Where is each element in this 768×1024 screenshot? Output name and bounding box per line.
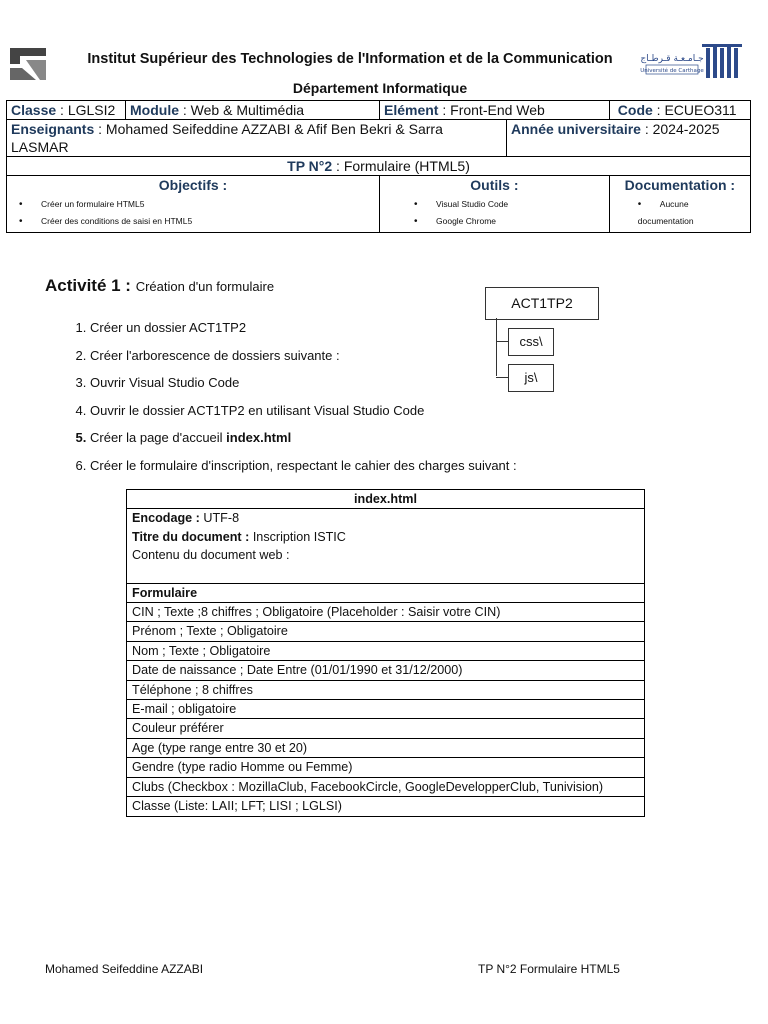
activity-label: Activité 1 : bbox=[45, 276, 131, 295]
tree-connector bbox=[496, 341, 508, 342]
university-logo-arabic: جـامـعـة قـرطـاج bbox=[640, 54, 704, 64]
footer-author: Mohamed Seifeddine AZZABI bbox=[45, 962, 204, 976]
spec-blank bbox=[132, 565, 639, 583]
step-text: Créer un dossier ACT1TP2 bbox=[90, 320, 247, 335]
tree-connector bbox=[496, 377, 508, 378]
element-value: Front-End Web bbox=[450, 102, 545, 118]
tp-cell: TP N°2 : Formulaire (HTML5) bbox=[7, 157, 751, 176]
documentation-item: • Aucune documentation bbox=[638, 196, 746, 230]
spec-header: index.html bbox=[127, 490, 645, 509]
enseignants-label: Enseignants bbox=[11, 121, 95, 137]
objectifs-list bbox=[11, 196, 375, 230]
spec-encodage bbox=[132, 509, 639, 527]
module-value: Web & Multimédia bbox=[190, 102, 305, 118]
annee-value: 2024-2025 bbox=[652, 121, 720, 137]
spec-titre bbox=[132, 528, 639, 546]
classe-value: LGLSI2 bbox=[67, 102, 116, 118]
spec-row: Clubs (Checkbox : MozillaClub, FacebookCircle, GoogleDevelopperClub, Tunivision) bbox=[127, 777, 645, 796]
university-logo-subtitle: Université de Carthage bbox=[640, 68, 704, 74]
spec-row: CIN ; Texte ;8 chiffres ; Obligatoire (Placeholder : Saisir votre CIN) bbox=[127, 603, 645, 622]
outils-list bbox=[384, 196, 605, 230]
step-text: Ouvrir le dossier ACT1TP2 en utilisant Visual Studio Code bbox=[90, 402, 425, 418]
annee-label: Année universitaire bbox=[511, 121, 641, 137]
spec-row: Téléphone ; 8 chiffres bbox=[127, 680, 645, 699]
step-text: Créer le formulaire d'inscription, respectant le cahier des charges suivant : bbox=[90, 457, 517, 473]
spec-row: Date de naissance ; Date Entre (01/01/1990 et 31/12/2000) bbox=[127, 661, 645, 680]
module-cell: Module : Web & Multimédia bbox=[126, 101, 380, 120]
enseignants-cell: Enseignants : Mohamed Seifeddine AZZABI & Afif Ben Bekri & Sarra LASMAR bbox=[7, 120, 507, 157]
outils-title: Outils : bbox=[470, 177, 519, 193]
documentation-list bbox=[614, 196, 746, 230]
course-info-table bbox=[6, 100, 751, 233]
tree-root-folder: ACT1TP2 bbox=[485, 287, 599, 320]
step-item bbox=[90, 428, 650, 456]
institute-name: Institut Supérieur des Technologies de l'Information et de la Communication bbox=[87, 51, 613, 67]
spec-row: Couleur préférer bbox=[127, 719, 645, 738]
tree-folder-js: js\ bbox=[508, 364, 554, 392]
element-cell: Elément : Front-End Web bbox=[380, 101, 610, 120]
step-text: Ouvrir Visual Studio Code bbox=[90, 375, 240, 391]
activity-subtitle: Création d'un formulaire bbox=[135, 279, 275, 294]
titre-label: Titre du document : bbox=[132, 529, 250, 544]
documentation-title: Documentation : bbox=[624, 177, 736, 193]
code-cell: Code : ECUEO311 bbox=[609, 101, 750, 120]
objectif-item: • Créer un formulaire HTML5 bbox=[19, 196, 375, 213]
spec-row: Gendre (type radio Homme ou Femme) bbox=[127, 758, 645, 777]
outil-item: • Google Chrome bbox=[414, 213, 605, 230]
module-label: Module bbox=[130, 102, 179, 118]
documentation-cell bbox=[609, 176, 750, 233]
step-item bbox=[90, 373, 650, 401]
steps-list bbox=[50, 318, 650, 484]
titre-value: Inscription ISTIC bbox=[252, 529, 346, 544]
department-name: Département Informatique bbox=[292, 80, 468, 96]
spec-row: Prénom ; Texte ; Obligatoire bbox=[127, 622, 645, 641]
element-label: Elément bbox=[384, 102, 439, 118]
tp-value: Formulaire (HTML5) bbox=[343, 158, 470, 174]
spec-row: Classe (Liste: LAII; LFT; LISI ; LGLSI) bbox=[127, 797, 645, 816]
objectifs-title: Objectifs : bbox=[158, 177, 228, 193]
step-item bbox=[90, 401, 650, 429]
classe-label: Classe bbox=[11, 102, 57, 118]
spec-table bbox=[126, 489, 645, 817]
step-text: Créer la page d'accueil bbox=[90, 430, 227, 446]
step-item bbox=[90, 346, 650, 374]
step-text: Créer l'arborescence de dossiers suivante : bbox=[90, 347, 340, 363]
objectif-item: • Créer des conditions de saisi en HTML5 bbox=[19, 213, 375, 230]
step-item bbox=[90, 456, 650, 484]
footer-title: TP N°2 Formulaire HTML5 bbox=[478, 962, 620, 976]
tree-connector bbox=[496, 318, 497, 376]
activity-title bbox=[45, 276, 274, 296]
classe-cell: Classe : LGLSI2 bbox=[7, 101, 126, 120]
spec-contenu: Contenu du document web : bbox=[132, 548, 290, 563]
encodage-label: Encodage : bbox=[132, 511, 200, 526]
spec-row: E-mail ; obligatoire bbox=[127, 700, 645, 719]
annee-cell: Année universitaire : 2024-2025 bbox=[507, 120, 751, 157]
objectifs-cell bbox=[7, 176, 380, 233]
spec-formulaire-label: Formulaire bbox=[127, 583, 645, 602]
enseignants-value: Mohamed Seifeddine AZZABI & Afif Ben Bekri & Sarra LASMAR bbox=[11, 121, 443, 155]
encodage-value: UTF-8 bbox=[203, 511, 240, 526]
step-item bbox=[90, 318, 650, 346]
university-logo bbox=[640, 44, 746, 82]
tree-folder-css: css\ bbox=[508, 328, 554, 356]
outil-item: • Visual Studio Code bbox=[414, 196, 605, 213]
outils-cell bbox=[380, 176, 610, 233]
tp-label: TP N°2 bbox=[287, 158, 333, 174]
spec-row: Age (type range entre 30 et 20) bbox=[127, 738, 645, 757]
step-bold-text: index.html bbox=[226, 430, 292, 446]
code-value: ECUEO311 bbox=[664, 102, 737, 118]
spec-row: Nom ; Texte ; Obligatoire bbox=[127, 641, 645, 660]
code-label: Code bbox=[617, 102, 653, 118]
spec-meta-cell bbox=[127, 509, 645, 583]
